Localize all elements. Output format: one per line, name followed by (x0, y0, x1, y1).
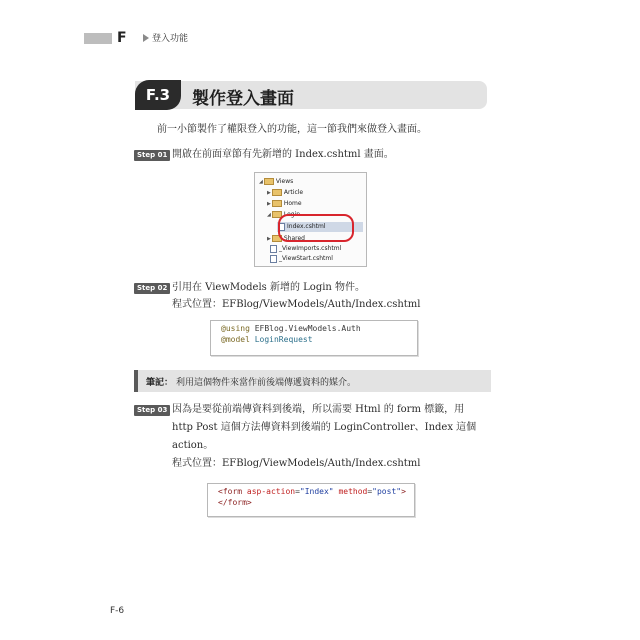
file-icon (270, 255, 277, 263)
tree-label: Login (283, 211, 301, 218)
code-line (221, 334, 417, 345)
section-number: F.3 (135, 80, 181, 110)
code-tag: <form (218, 487, 243, 496)
chapter-title: 登入功能 (152, 34, 189, 44)
step3-line3: action。 (172, 440, 214, 451)
collapse-arrow-icon: ▶ (267, 190, 271, 196)
code-type: LoginRequest (249, 335, 313, 344)
code-line (218, 497, 414, 508)
step2-path: 程式位置：EFBlog/ViewModels/Auth/Index.cshtml (172, 299, 421, 310)
tree-label: Index.cshtml (287, 223, 326, 230)
page-number: F-6 (110, 606, 125, 616)
code-operator: = (295, 487, 300, 496)
section-title: 製作登入畫面 (192, 89, 294, 109)
tree-row-viewstart (269, 254, 333, 264)
code-operator: = (367, 487, 373, 496)
code-directive: @using (221, 324, 250, 333)
tree-row-article (267, 188, 303, 198)
expand-arrow-icon: ◢ (259, 179, 263, 185)
step3-line2: http Post 這個方法傳資料到後端的 LoginController、Index 這個 (172, 422, 477, 433)
folder-icon (264, 178, 274, 185)
step-badge: Step 01 (134, 150, 170, 161)
section-heading-bar (135, 81, 487, 109)
note-text: 利用這個物件來當作前後端傳遞資料的媒介。 (176, 378, 357, 388)
code-block-form (207, 483, 415, 517)
code-line (221, 323, 417, 334)
tree-row-viewimports (269, 244, 341, 254)
folder-icon (272, 200, 282, 207)
step3-path: 程式位置：EFBlog/ViewModels/Auth/Index.cshtml (172, 458, 421, 469)
code-block-using (210, 320, 418, 356)
tree-row-home (267, 199, 302, 209)
step-badge: Step 03 (134, 405, 170, 416)
step2-text: 引用在 ViewModels 新增的 Login 物件。 (172, 282, 366, 293)
step-badge: Step 02 (134, 283, 170, 294)
tree-label: Article (283, 189, 304, 196)
intro-paragraph: 前一小節製作了權限登入的功能，這一節我們來做登入畫面。 (157, 124, 427, 135)
tree-label: Views (275, 178, 294, 185)
note-label: 筆記： (146, 378, 174, 388)
triangle-icon (143, 34, 149, 42)
code-directive: @model (221, 335, 250, 344)
tree-row-views (259, 177, 293, 187)
code-tag: </form> (218, 498, 252, 507)
code-tag: > (401, 487, 406, 496)
chapter-letter: F (117, 30, 127, 46)
code-attribute: method (333, 487, 368, 496)
tree-label: Shared (283, 235, 305, 242)
file-icon (270, 245, 277, 253)
folder-icon (272, 189, 282, 196)
code-attribute: asp-action (242, 487, 296, 496)
code-value: "post" (372, 487, 402, 496)
step1-text: 開啟在前面章節有先新增的 Index.cshtml 畫面。 (172, 149, 394, 160)
header-bar (84, 33, 112, 44)
collapse-arrow-icon: ▶ (267, 201, 271, 207)
tree-label: _ViewImports.cshtml (279, 245, 342, 252)
code-line (218, 486, 414, 497)
code-namespace: EFBlog.ViewModels.Auth (249, 324, 361, 333)
expand-arrow-icon: ◢ (267, 212, 271, 218)
step3-line1: 因為是要從前端傳資料到後端，所以需要 Html 的 form 標籤，用 (172, 404, 465, 415)
code-value: "Index" (299, 487, 334, 496)
tree-label: _ViewStart.cshtml (279, 255, 333, 262)
collapse-arrow-icon: ▶ (267, 236, 271, 242)
highlight-circle (278, 214, 354, 242)
tree-label: Home (283, 200, 302, 207)
